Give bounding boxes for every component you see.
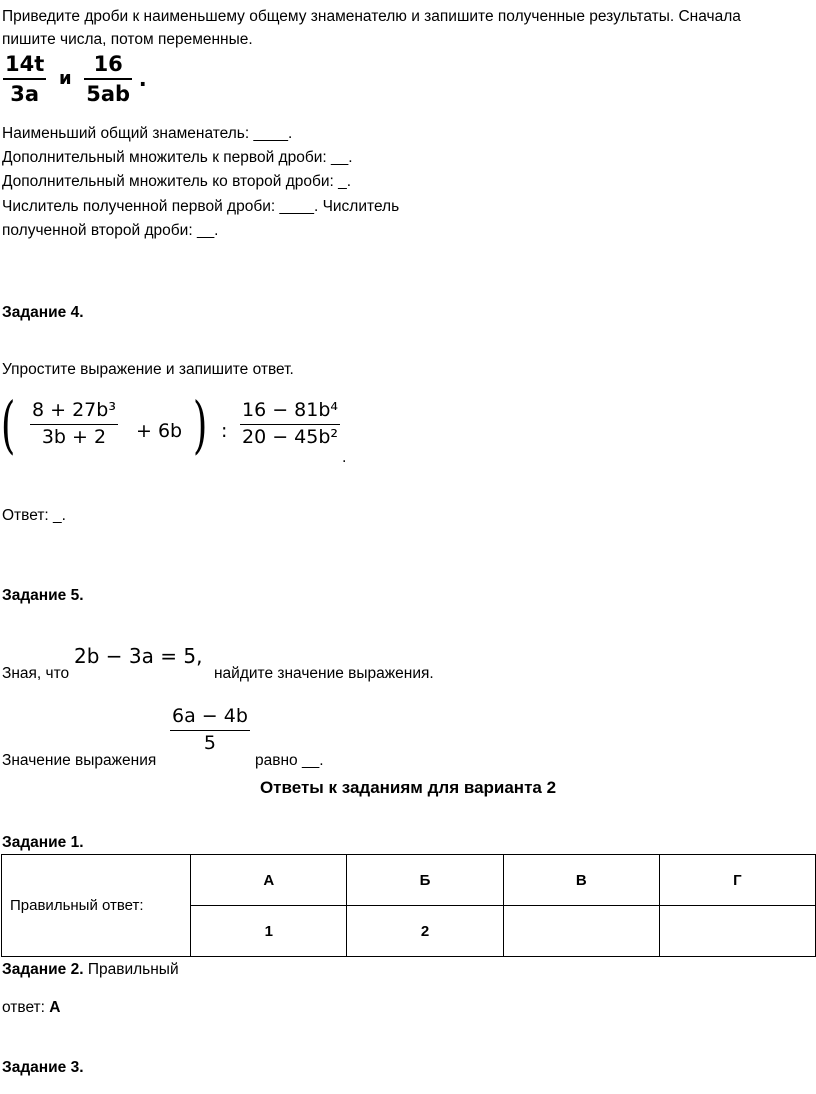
value-cell xyxy=(659,906,815,957)
task4-instruction: Упростите выражение и запишите ответ. xyxy=(2,361,294,378)
task3-line1: Наименьший общий знаменатель: ____. xyxy=(2,125,293,142)
value-cell: 2 xyxy=(347,906,503,957)
answers-task2-line2: ответ: А xyxy=(2,999,61,1016)
task5-given-expression: 2b − 3a = 5, xyxy=(74,644,203,668)
right-paren: ) xyxy=(192,388,208,461)
table-row xyxy=(2,855,816,906)
fraction-2: $\frac{16}{5ab}$ xyxy=(86,52,131,106)
task3-instruction-line2: пишите числа, потом переменные. xyxy=(2,31,253,48)
task3-line5: полученной второй дроби: __. xyxy=(2,222,219,239)
task5-given-suffix: найдите значение выражения. xyxy=(214,665,434,682)
value-cell xyxy=(503,906,659,957)
fraction-a: 8 + 27b³ 3b + 2 xyxy=(32,399,116,449)
answers-table xyxy=(1,854,816,957)
answers-task2-title: Задание 2. xyxy=(2,961,84,978)
header-cell: В xyxy=(503,855,659,906)
task5-value-suffix: равно __. xyxy=(255,752,324,769)
task4-expression: ( 8 + 27b³ 3b + 2 + 6b ) : 16 − 81b⁴ 20 − 45b² . xyxy=(0,388,347,466)
task5-title: Задание 5. xyxy=(2,587,84,604)
division-colon: : xyxy=(221,420,228,442)
task4-title: Задание 4. xyxy=(2,304,84,321)
answers-task1-title: Задание 1. xyxy=(2,834,84,851)
answers-task2-answer: А xyxy=(49,999,61,1016)
task3-line4: Числитель полученной первой дроби: ____. Числитель xyxy=(2,198,400,215)
task4-answer: Ответ: _. xyxy=(2,507,66,524)
fraction-b: 16 − 81b⁴ 20 − 45b² xyxy=(242,399,339,449)
header-cell: А xyxy=(191,855,347,906)
task5-given-prefix: Зная, что xyxy=(2,665,70,682)
answers-task3-title: Задание 3. xyxy=(2,1059,84,1076)
fraction-1: $\frac{14t}{3a}$ xyxy=(5,52,45,106)
answers-task2: Задание 2. Правильный xyxy=(2,961,179,978)
task5-value-prefix: Значение выражения xyxy=(2,752,157,769)
left-paren: ( xyxy=(0,388,16,461)
header-cell: Г xyxy=(659,855,815,906)
task3-line2: Дополнительный множитель к первой дроби: __. xyxy=(2,149,353,166)
task3-fractions: $\frac{14t}{3a}$ и $\frac{16}{5ab}$ . xyxy=(5,52,147,106)
task3-line3: Дополнительный множитель ко второй дроби: _. xyxy=(2,173,352,190)
task5-value-fraction: $\frac{6a - 4b}{5}$ xyxy=(172,705,248,755)
task3-instruction-line1: Приведите дроби к наименьшему общему знаменателю и запишите полученные результаты. Сначала xyxy=(2,8,741,25)
value-cell: 1 xyxy=(191,906,347,957)
conjunction: и xyxy=(58,68,72,90)
header-cell: Б xyxy=(347,855,503,906)
plus-6b: + 6b xyxy=(136,420,183,442)
row-label: Правильный ответ: xyxy=(2,855,191,957)
answers-heading: Ответы к заданиям для варианта 2 xyxy=(259,778,557,797)
